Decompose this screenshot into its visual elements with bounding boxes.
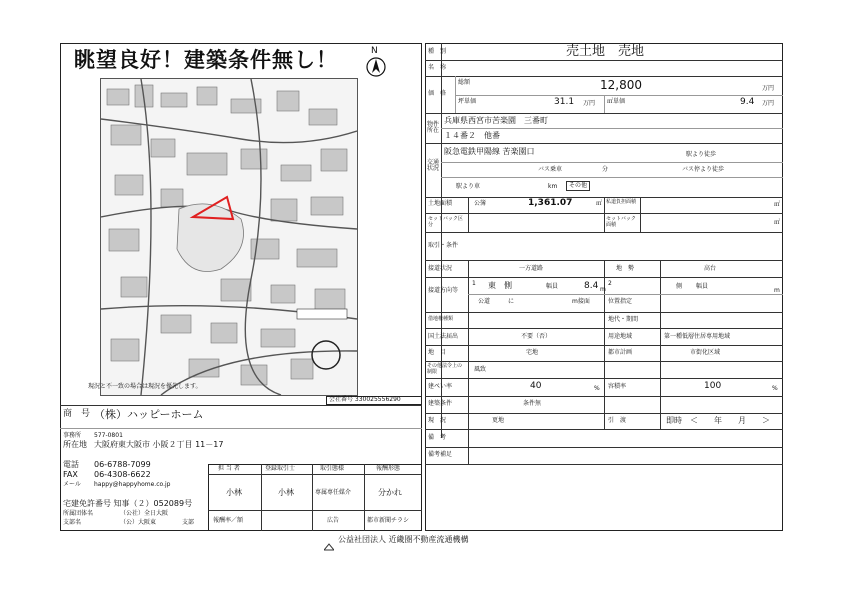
build-cond-label: 建築条件 <box>428 400 453 407</box>
location-map <box>100 78 358 396</box>
designation-label: 位置指定 <box>608 298 633 305</box>
mid-divider-c <box>604 413 605 429</box>
staff-header-line <box>208 474 422 475</box>
association-logo-icon <box>324 536 334 544</box>
land-category-value: 宅地 <box>526 349 539 356</box>
row-line <box>425 464 783 465</box>
tel: 06-6788-7099 <box>94 460 151 469</box>
location-line2: １４番２ 他番 <box>444 131 500 140</box>
width2-label: 幅員 <box>696 283 709 290</box>
fax-label: FAX <box>63 470 78 479</box>
land-area-value: 1,361.07 <box>528 198 573 208</box>
access-label: 交通状況 <box>427 159 440 172</box>
tsubo-unit: 万円 <box>583 100 596 107</box>
license: 宅建免許番号 知事（２）052089号 <box>63 499 193 508</box>
road-label-col <box>468 260 469 413</box>
row-line <box>425 447 783 448</box>
fax: 06-4308-6622 <box>94 470 151 479</box>
branch: （公）大阪東 <box>120 519 157 526</box>
staff-value-1: 小林 <box>278 488 294 497</box>
far-unit: % <box>772 385 778 392</box>
road-dir-subline <box>468 294 783 295</box>
staff-footer-2: 広告 <box>327 517 340 524</box>
assoc: （公社）全日大阪 <box>120 510 169 517</box>
total-unit: 万円 <box>762 85 775 92</box>
name-label: 名 称 <box>428 64 447 71</box>
km: km <box>548 183 558 190</box>
branch-label: 支部名 <box>63 519 82 526</box>
tsubo-label: 坪単価 <box>458 98 477 105</box>
road-dir-label: 接道方向等 <box>428 287 459 294</box>
setback-label: セットバック区分 <box>428 216 463 228</box>
staff-header-3: 報酬形態 <box>376 465 401 472</box>
staff-footer-3: 都市新聞チラシ <box>367 517 410 524</box>
remarks2-label: 備考補足 <box>428 451 453 458</box>
footer-association: 公益社団法人 近畿圏不動産流通機構 <box>338 535 469 544</box>
access-line: 阪急電鉄甲陽線 苦楽園口 <box>444 147 535 156</box>
staff-col3 <box>364 464 365 531</box>
status-label: 現 況 <box>428 417 447 424</box>
staff-value-2: 専属専任媒介 <box>315 489 352 496</box>
build-cond-value: 条件無 <box>523 400 542 407</box>
company-name: （株）ハッピーホーム <box>94 408 204 421</box>
location-subline <box>441 128 783 129</box>
remarks-label: 備 考 <box>428 434 447 441</box>
remarks-label-col <box>468 413 469 464</box>
ground-rent-label: 地代・期間 <box>608 316 639 323</box>
price-subcol2 <box>604 95 605 113</box>
row-line <box>425 113 783 114</box>
address: 大阪府東大阪市 小阪２丁目 11－17 <box>94 440 224 449</box>
sqm-price-unit: 万円 <box>762 100 775 107</box>
staff-header-0: 担 当 者 <box>218 465 240 472</box>
mail: happy@happyhome.co.jp <box>94 481 171 488</box>
location-label: 物件所在 <box>427 121 440 134</box>
total-label: 総額 <box>458 79 471 86</box>
city-plan-value: 市街化区域 <box>690 349 721 356</box>
zoning-value: 第一種低層住居専用地域 <box>664 333 731 340</box>
map-drawing <box>101 79 357 395</box>
location-line1: 兵庫県西宮市苦楽園 三番町 <box>444 116 548 125</box>
frontage: m接面 <box>572 298 590 305</box>
station-walk: 駅より徒歩 <box>686 151 717 158</box>
land-label-col <box>468 197 469 232</box>
setback-area-unit: ㎡ <box>774 219 781 226</box>
type-label: 種 別 <box>428 48 447 55</box>
conditions-label: 取引・条件 <box>428 242 459 249</box>
mid-divider-b <box>604 260 605 413</box>
land-method: 公簿 <box>474 200 487 207</box>
mail-label: メール <box>63 481 81 488</box>
registration-no: 会社番号 330025556290 <box>329 396 401 403</box>
land-area-unit: ㎡ <box>596 200 603 207</box>
bcr-unit: % <box>594 385 600 392</box>
row-line <box>425 429 783 430</box>
private-road-unit: ㎡ <box>774 201 781 208</box>
land-rights-label: 借地権種類 <box>428 316 454 322</box>
postal: 577-0801 <box>94 432 123 439</box>
staff-header-2: 取引態様 <box>320 465 345 472</box>
handover-label-col <box>660 413 661 429</box>
company-divider <box>60 405 422 406</box>
national-land-value: 不要（否） <box>521 333 552 340</box>
company-name-underline <box>60 428 422 429</box>
bus: バス乗車 <box>538 166 563 173</box>
width1-unit: m <box>600 286 606 293</box>
dir2-no: 2 <box>608 280 612 287</box>
map-note: 現況と不一致の場合は現況を優先します。 <box>88 383 202 390</box>
north-arrow-icon <box>364 47 388 77</box>
land-area-label: 土地面積 <box>428 200 453 207</box>
postal-label: 事務所 <box>63 432 82 439</box>
price-subcol <box>455 76 456 113</box>
private-road-label: 私道負担面積 <box>606 199 637 205</box>
city-plan-label: 都市計画 <box>608 349 633 356</box>
terrain-label: 地 勢 <box>616 265 635 272</box>
type-value: 売土地 売地 <box>566 44 645 59</box>
staff-col2 <box>312 464 313 531</box>
zoning-label: 用途地域 <box>608 333 633 340</box>
dir1-value: 東 側 <box>488 281 512 290</box>
width1-label: 幅員 <box>546 283 559 290</box>
road-right-label-col <box>660 260 661 413</box>
road-value: 一方道路 <box>519 265 544 272</box>
width2-unit: m <box>774 287 780 294</box>
address-label: 所在地 <box>63 440 87 449</box>
road-label: 接道状況 <box>428 265 453 272</box>
company-name-label: 商 号 <box>63 409 91 419</box>
sqm-price-value: 9.4 <box>740 97 755 107</box>
access-subline1 <box>441 162 783 163</box>
row-line <box>425 143 783 144</box>
national-land-label: 国土法届出 <box>428 333 459 340</box>
handover-label: 引 渡 <box>608 417 627 424</box>
handover-value: 即時 ＜ 年 月 ＞ <box>666 416 770 425</box>
headline: 眺望良好！建築条件無し！ <box>74 48 338 72</box>
status-value: 更地 <box>492 417 505 424</box>
staff-col1 <box>261 464 262 531</box>
tel-label: 電話 <box>63 460 79 469</box>
land-category-label: 地 目 <box>428 349 447 356</box>
compass-label: N <box>371 46 378 56</box>
row-line <box>425 232 783 233</box>
staff-header-1: 登録取引士 <box>265 465 296 472</box>
right-label-col <box>640 197 641 232</box>
row-line <box>425 60 783 61</box>
far-value: 100 <box>704 381 722 391</box>
price-label: 価 格 <box>428 90 447 97</box>
staff-value-0: 小林 <box>226 488 242 497</box>
staff-footer-0: 報酬率／額 <box>213 517 244 524</box>
total-value: 12,800 <box>600 78 642 92</box>
dir1-no: 1 <box>472 280 476 287</box>
staff-footer-line <box>208 510 422 511</box>
setback-area-label: セットバック面積 <box>606 216 636 228</box>
ni: に <box>508 298 515 305</box>
bus-min: 分 <box>602 166 609 173</box>
bcr-label: 建ぺい率 <box>428 383 453 390</box>
access-subline2 <box>441 177 783 178</box>
bus-stop: バス停より徒歩 <box>682 166 725 173</box>
terrain-value: 高台 <box>704 265 717 272</box>
mid-divider-a <box>604 197 605 232</box>
from-station: 駅より車 <box>456 183 481 190</box>
far-label: 容積率 <box>608 383 627 390</box>
row-line <box>425 76 783 77</box>
price-subline <box>455 95 783 96</box>
assoc-label: 所属団体名 <box>63 510 94 517</box>
public-road: 公道 <box>478 298 491 305</box>
branch-suffix: 支部 <box>182 519 195 526</box>
other-limit-value: 風致 <box>474 366 487 373</box>
sqm-price-label: ㎡単価 <box>607 98 626 105</box>
dir2-value: 側 <box>676 283 683 290</box>
tsubo-value: 31.1 <box>554 97 575 107</box>
width1-value: 8.4 <box>584 281 599 291</box>
staff-value-3: 分かれ <box>378 488 402 497</box>
other-transport: その他 <box>566 181 590 191</box>
bcr-value: 40 <box>530 381 542 391</box>
other-limit-label: その他法令上の制限 <box>427 363 463 375</box>
